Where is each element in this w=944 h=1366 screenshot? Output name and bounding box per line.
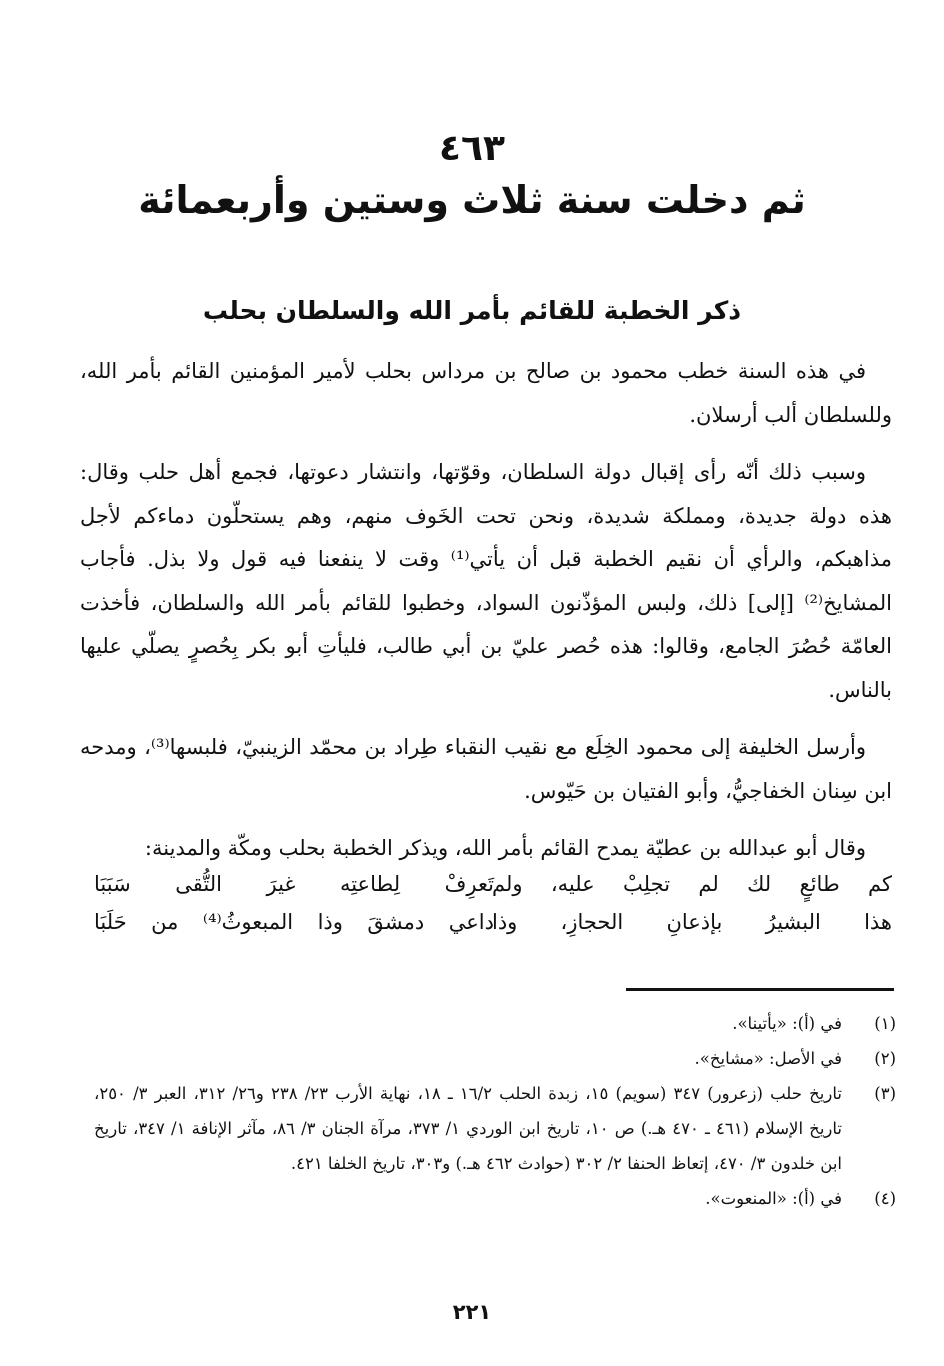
paragraph: وسبب ذلك أنّه رأى إقبال دولة السلطان، وقوّتها، وانتشار دعوتها، فجمع أهل حلب وقال: هذه دولة جديدة، ومملكة شديدة، ونحن تحت الخَوف منهم، وهم يستحلّون دماءكم لأجل مذاهبكم، والرأي أن نقيم الخطبة قبل أن يأتي⁽¹⁾ وقت لا ينفعنا فيه قول ولا بذل. فأجاب المشايخ⁽²⁾ [إلى] ذلك، ولبس المؤذّنون السواد، وخطبوا للقائم بأمر الله والسلطان، فأخذت العامّة حُصُرَ الجامع، وقالوا: هذه حُصر عليّ بن أبي طالب، فليأتِ أبو بكر بِحُصرٍ يصلّي عليها بالناس. xyxy=(80,460,892,702)
footnote-number: (٣) xyxy=(874,1084,896,1103)
footnote xyxy=(94,1006,896,1041)
footnote-text: تاريخ حلب (زعرور) ٣٤٧ (سويم) ١٥، زبدة الحلب ١٦/٢ ـ ١٨، نهاية الأرب ٢٣/ ٢٣٨ و٢٦/ ٣١٢، العبر ٣/ ٢٥٠، تاريخ الإسلام (٤٦١ ـ ٤٧٠ هـ.) ص ١٠، تاريخ ابن الوردي ١/ ٣٧٣، مرآة الجنان ٣/ ٨٦، مآثر الإنافة ١/ ٣٤٧، تاريخ ابن خلدون ٣/ ٤٧٠، إتعاظ الحنفا ٢/ ٣٠٢ (حوادث ٤٦٢ هـ.) و٣٠٣، تاريخ الخلفا ٤٢١. xyxy=(94,1084,843,1173)
footnote-number: (١) xyxy=(874,1014,896,1033)
page-number: ٢٢١ xyxy=(452,1300,492,1324)
chapter-title: ثم دخلت سنة ثلاث وستين وأربعمائة xyxy=(138,178,806,222)
paragraph: وأرسل الخليفة إلى محمود الخِلَع مع نقيب النقباء طِراد بن محمّد الزينبيّ، فلبسها⁽³⁾، ومدحه ابن سِنان الخفاجيُّ، وأبو الفتيان بن حَيّوس. xyxy=(80,735,892,803)
paragraph: وقال أبو عبدالله بن عطيّة يمدح القائم بأمر الله، ويذكر الخطبة بحلب ومكّة والمدينة: xyxy=(144,836,866,860)
body-text xyxy=(80,350,892,871)
footnote xyxy=(94,1181,896,1216)
paragraph: في هذه السنة خطب محمود بن صالح بن مرداس بحلب لأمير المؤمنين القائم بأمر الله، وللسلطان ألب أرسلان. xyxy=(80,359,892,427)
footnote-number: (٤) xyxy=(874,1189,896,1208)
footnote-text: في (أ): «يأتينا». xyxy=(732,1014,842,1033)
verse-first-hemistich: هذا البشيرُ بإذعانِ الحجازِ، وذا xyxy=(492,910,892,934)
section-title: ذكر الخطبة للقائم بأمر الله والسلطان بحلب xyxy=(202,296,742,325)
footnote xyxy=(94,1041,896,1076)
verse-first-hemistich: كم طائعٍ لك لم تجلِبْ عليه، ولم xyxy=(492,872,892,896)
footnote xyxy=(94,1076,896,1181)
verse-second-hemistich: تَعرِفْ لِطاعتِه غيرَ التُّقى سَبَبَا xyxy=(94,872,494,896)
footnotes xyxy=(94,1006,896,1216)
verse-line xyxy=(80,872,892,912)
footnote-text: في (أ): «المنعوت». xyxy=(705,1189,842,1208)
verse-second-hemistich: داعي دمشقَ وذا المبعوثُ⁽⁴⁾ من حَلَبَا xyxy=(94,910,494,934)
footnote-number: (٢) xyxy=(874,1049,896,1068)
footnote-text: في الأصل: «مشايخ». xyxy=(694,1049,842,1068)
verse-line xyxy=(80,910,892,950)
footnote-separator xyxy=(626,988,894,991)
year-number: ٤٦٣ xyxy=(439,128,505,169)
